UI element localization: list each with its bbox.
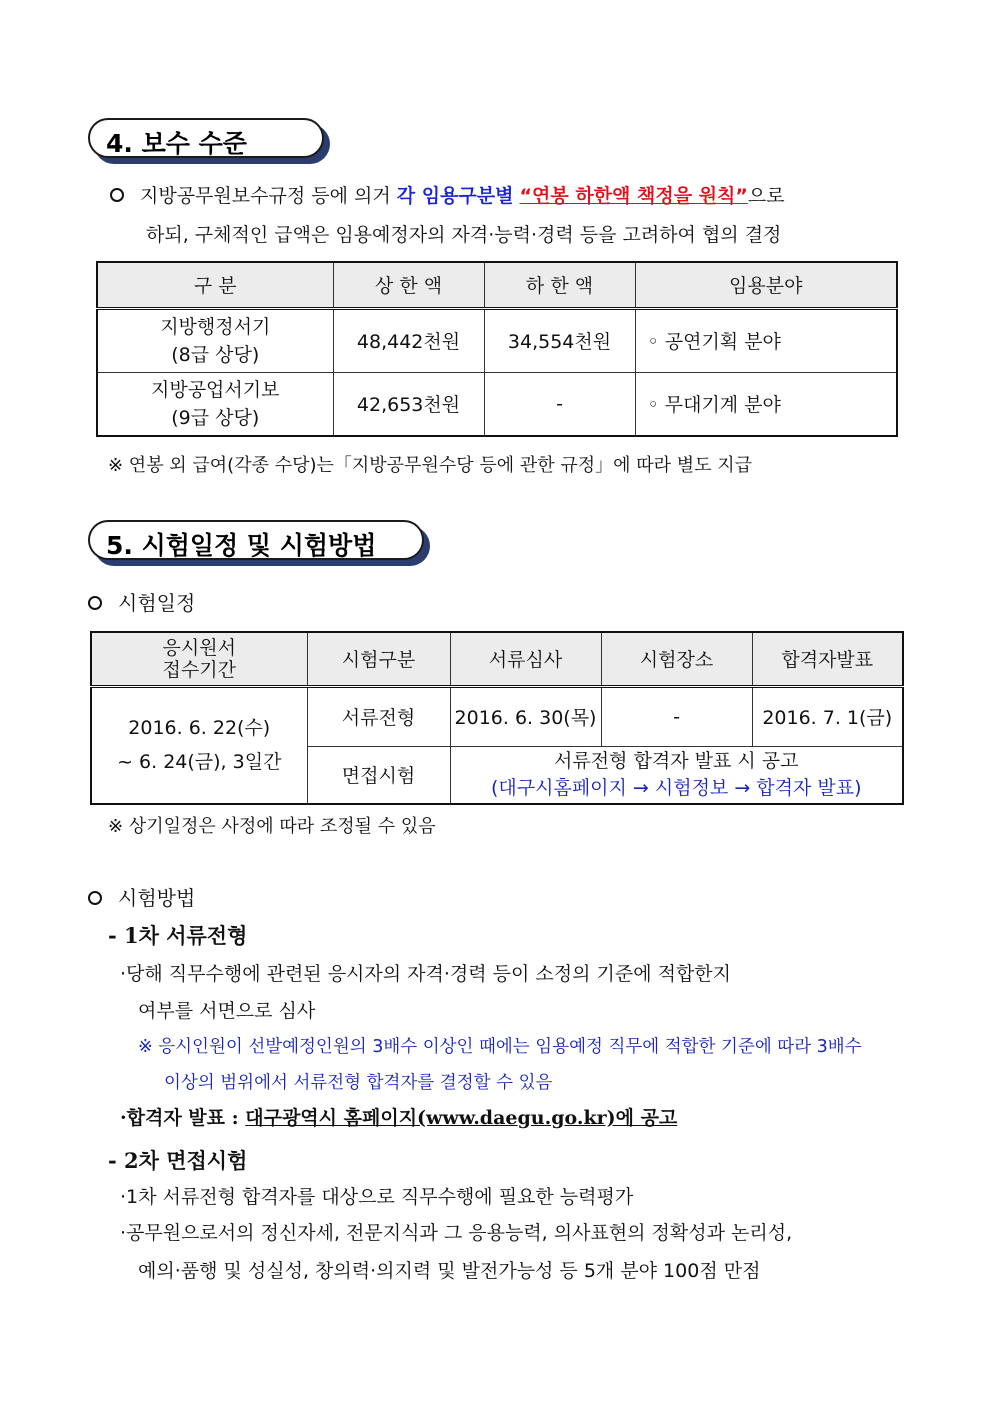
stage2-line3: 예의·품행 및 성실성, 창의력·의지력 및 발전가능성 등 5개 분야 100점 만점	[138, 1260, 761, 1282]
circle-bullet-icon	[110, 188, 124, 202]
announce-date-cell: 2016. 7. 1(금)	[752, 686, 903, 746]
lower-cell: 34,554천원	[484, 308, 635, 372]
header-announcement: 합격자발표	[752, 632, 903, 686]
type-cell: 면접시험	[307, 746, 450, 804]
header-lower: 하 한 액	[484, 262, 635, 308]
table-row	[97, 372, 897, 436]
salary-note: ※ 연봉 외 급여(각종 수당)는「지방공무원수당 등에 관한 규정」에 따라 별도 지급	[108, 455, 752, 476]
stage2-line1: ·1차 서류전형 합격자를 대상으로 직무수행에 필요한 능력평가	[120, 1186, 634, 1208]
schedule-note: ※ 상기일정은 사정에 따라 조정될 수 있음	[108, 816, 436, 837]
stage1-announce: ·합격자 발표 : 대구광역시 홈페이지(www.daegu.go.kr)에 공고	[120, 1107, 678, 1129]
stage1-line2: 여부를 서면으로 심사	[138, 1000, 316, 1022]
review-date-cell: 2016. 6. 30(목)	[450, 686, 601, 746]
stage1-note-line1: ※ 응시인원이 선발예정인원의 3배수 이상인 때에는 임용예정 직무에 적합한 기준에 따라 3배수	[138, 1037, 862, 1057]
schedule-table	[90, 631, 904, 805]
stage2-line2: ·공무원으로서의 정신자세, 전문지식과 그 응용능력, 의사표현의 정확성과 논리성,	[120, 1222, 793, 1244]
salary-paragraph-line1: 지방공무원보수규정 등에 의거 각 임용구분별 “연봉 하한액 책정을 원칙”으로	[110, 182, 785, 210]
header-document-review: 서류심사	[450, 632, 601, 686]
stage2-title: - 2차 면접시험	[108, 1148, 248, 1173]
header-field: 임용분야	[635, 262, 897, 308]
table-row	[97, 308, 897, 372]
field-cell: ◦ 공연기획 분야	[635, 308, 897, 372]
salary-paragraph-line2: 하되, 구체적인 급액은 임용예정자의 자격·능력·경력 등을 고려하여 협의 결정	[146, 224, 782, 246]
period-cell: 2016. 6. 22(수) ~ 6. 24(금), 3일간	[91, 686, 307, 804]
venue-cell: -	[601, 686, 752, 746]
lower-cell: -	[484, 372, 635, 436]
notice-cell: 서류전형 합격자 발표 시 공고 (대구시홈페이지 → 시험정보 → 합격자 발표)	[450, 746, 903, 804]
upper-cell: 42,653천원	[333, 372, 484, 436]
grade-cell: 지방행정서기 (8급 상당)	[97, 308, 333, 372]
circle-bullet-icon	[88, 891, 102, 905]
header-category: 구 분	[97, 262, 333, 308]
header-venue: 시험장소	[601, 632, 752, 686]
upper-cell: 48,442천원	[333, 308, 484, 372]
stage1-note-line2: 이상의 범위에서 서류전형 합격자를 결정할 수 있음	[164, 1073, 553, 1093]
section-4-header	[88, 118, 324, 158]
section-5-header	[88, 520, 424, 560]
method-heading: 시험방법	[88, 884, 195, 912]
section-4-title: 4. 보수 수준	[106, 129, 247, 158]
grade-cell: 지방공업서기보 (9급 상당)	[97, 372, 333, 436]
section-5-title: 5. 시험일정 및 시험방법	[106, 531, 377, 560]
header-upper: 상 한 액	[333, 262, 484, 308]
type-cell: 서류전형	[307, 686, 450, 746]
stage1-title: - 1차 서류전형	[108, 923, 248, 948]
header-period: 응시원서 접수기간	[91, 632, 307, 686]
circle-bullet-icon	[88, 596, 102, 610]
schedule-heading: 시험일정	[88, 589, 195, 617]
stage1-line1: ·당해 직무수행에 관련된 응시자의 자격·경력 등이 소정의 기준에 적합한지	[120, 963, 732, 985]
header-type: 시험구분	[307, 632, 450, 686]
table-row	[91, 686, 903, 746]
field-cell: ◦ 무대기계 분야	[635, 372, 897, 436]
salary-table	[96, 261, 898, 437]
